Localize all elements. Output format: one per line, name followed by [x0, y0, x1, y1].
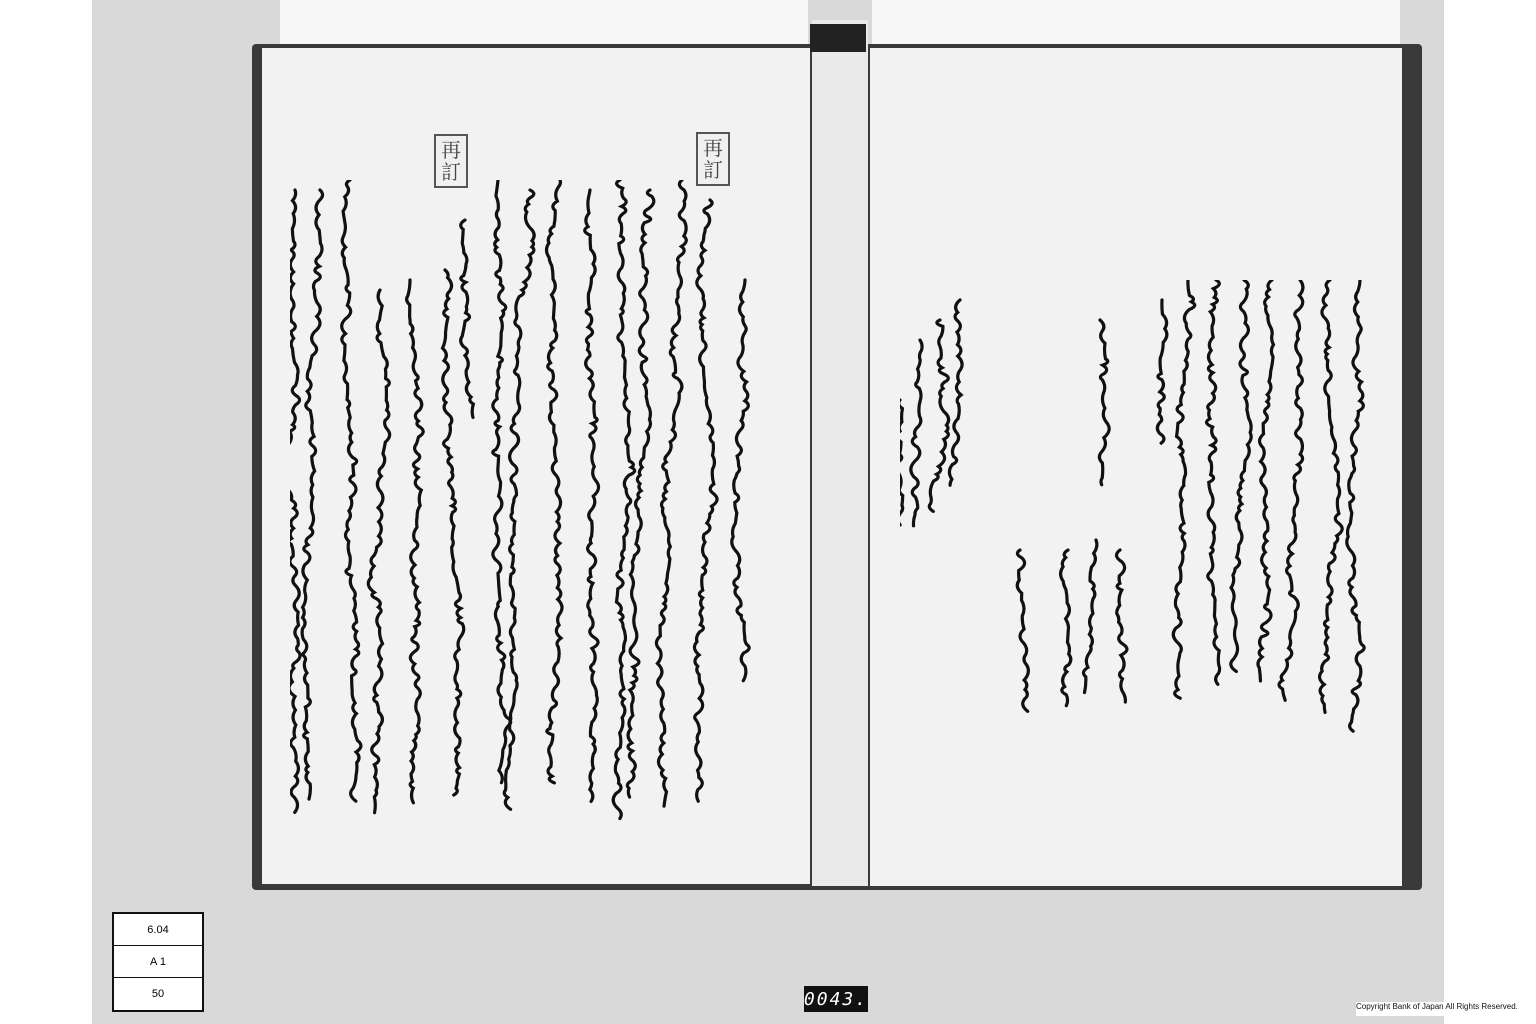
outer-margin-left [0, 0, 92, 1024]
handwriting-column [585, 190, 599, 801]
archive-label [112, 912, 204, 1012]
revision-seal [696, 132, 730, 186]
handwriting-column [1117, 550, 1127, 702]
handwriting-column [1347, 280, 1364, 731]
handwriting-column [1083, 540, 1096, 693]
handwriting-column [656, 180, 686, 806]
handwriting-column [546, 180, 562, 783]
handwriting-column [1017, 550, 1028, 711]
label-line: 6.04 [114, 914, 202, 946]
handwriting-column [1320, 280, 1343, 712]
handwriting-column [407, 280, 424, 803]
handwriting-column [290, 190, 300, 812]
handwriting-column [911, 340, 922, 526]
handwriting-column [461, 220, 474, 417]
handwriting-column [694, 200, 717, 801]
seal-text: 再訂 [441, 138, 461, 184]
handwritten-text-left [290, 180, 760, 820]
handwritten-text-right [900, 280, 1390, 760]
handwriting-column [302, 190, 322, 799]
handwriting-column [1279, 280, 1303, 700]
binding-clip [810, 24, 866, 52]
handwriting-column [627, 190, 653, 797]
handwriting-column [342, 180, 361, 801]
handwriting-column [1173, 280, 1194, 698]
handwriting-column [493, 180, 511, 783]
handwriting-column [443, 270, 464, 795]
handwriting-column [504, 190, 534, 809]
label-line: A 1 [114, 946, 202, 978]
handwriting-column [613, 180, 634, 819]
frame-number: 0043. [804, 986, 868, 1012]
handwriting-column [1258, 280, 1273, 681]
seal-text: 再訂 [703, 136, 723, 182]
handwriting-column [1231, 280, 1251, 671]
handwriting-column [1157, 300, 1166, 443]
book-gutter [812, 20, 868, 886]
handwriting-column [949, 300, 962, 485]
handwriting-column [732, 280, 749, 681]
outer-margin-right [1444, 0, 1536, 1024]
handwriting-column [900, 400, 903, 525]
label-line: 50 [151, 987, 165, 1000]
handwriting-column [368, 290, 389, 813]
handwriting-column [1099, 320, 1109, 485]
handwriting-column [929, 320, 948, 511]
copyright-notice: Copyright Bank of Japan All Rights Reserved. [1356, 1002, 1532, 1016]
handwriting-column [1061, 550, 1071, 706]
handwriting-column [1207, 280, 1220, 684]
